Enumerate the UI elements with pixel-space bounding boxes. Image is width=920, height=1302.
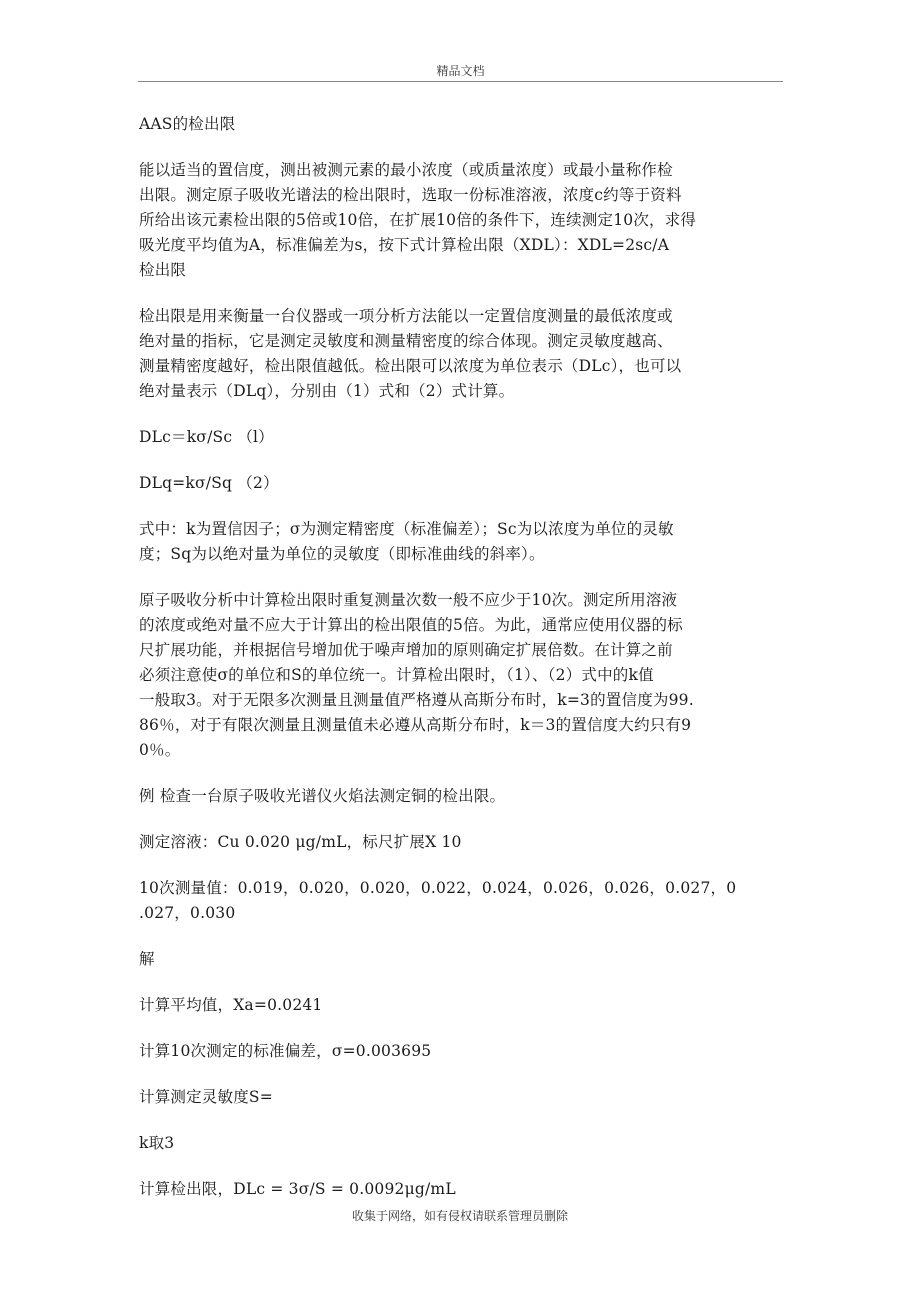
formula-2: DLq=kσ/Sq （2） <box>139 474 279 492</box>
step-sensitivity: 计算测定灵敏度S= <box>139 1088 273 1106</box>
step-detection-limit: 计算检出限，DLc = 3σ/S = 0.0092μg/mL <box>139 1180 456 1198</box>
example-heading: 例 检查一台原子吸收光谱仪火焰法测定铜的检出限。 <box>139 787 506 805</box>
paragraph-explanation: 检出限是用来衡量一台仪器或一项分析方法能以一定置信度测量的最低浓度或 绝对量的指标，它是测定灵敏度和测量精密度的综合体现。测定灵敏度越高、 测量精密度越好，检出限值越低。检出限可以浓度为单位表示（DLc），也可以 绝对量表示（DLq），分别由（1）式和（2）式计算。 <box>139 307 682 400</box>
paragraph-procedure: 原子吸收分析中计算检出限时重复测量次数一般不应少于10次。测定所用溶液 的浓度或绝对量不应大于计算出的检出限值的5倍。为此，通常应使用仪器的标 尺扩展功能，并根据信号增加优于噪声增加的原则确定扩展倍数。在计算之前 必须注意使σ的单位和S的单位统一。计算检出限时，（1）、（2）式中的k值 一般取3。对于无限多次测量且测量值严格遵从高斯分布时，k=3的置信度为99. 86％，对于有限次测量且测量值未必遵从高斯分布时，k＝3的置信度大约只有9 0％。 <box>139 591 694 759</box>
page-header: 精品文档 <box>436 64 485 78</box>
solution-line: 测定溶液：Cu 0.020 μg/mL，标尺扩展X 10 <box>139 833 462 851</box>
formula-1: DLc＝kσ/Sc （l） <box>139 428 274 446</box>
paragraph-definition: 能以适当的置信度，测出被测元素的最小浓度（或质量浓度）或最小量称作检 出限。测定原子吸收光谱法的检出限时，选取一份标准溶液，浓度c约等于资料 所给出该元素检出限的5倍或10倍，在扩展10倍的条件下，连续测定10次，求得 吸光度平均值为A，标准偏差为s，按下式计算检出限（XDL）：XDL=2sc/A 检出限 <box>139 161 697 279</box>
document-title: AAS的检出限 <box>139 115 236 133</box>
step-std-dev: 计算10次测定的标准偏差，σ=0.003695 <box>139 1042 432 1060</box>
page-footer: 收集于网络，如有侵权请联系管理员删除 <box>351 1209 568 1223</box>
header-divider <box>138 81 783 82</box>
step-k: k取3 <box>139 1134 175 1152</box>
step-mean: 计算平均值，Xa=0.0241 <box>139 996 323 1014</box>
section-heading: 检出限 <box>139 261 187 279</box>
solve-label: 解 <box>139 950 155 968</box>
paragraph-variables: 式中：k为置信因子；σ为测定精密度（标准偏差）；Sc为以浓度为单位的灵敏 度；Sq为以绝对量为单位的灵敏度（即标准曲线的斜率）。 <box>139 520 674 563</box>
document-body <box>139 112 787 1202</box>
measurements: 10次测量值：0.019，0.020，0.020，0.022，0.024，0.026，0.026，0.027，0 .027，0.030 <box>139 879 737 922</box>
